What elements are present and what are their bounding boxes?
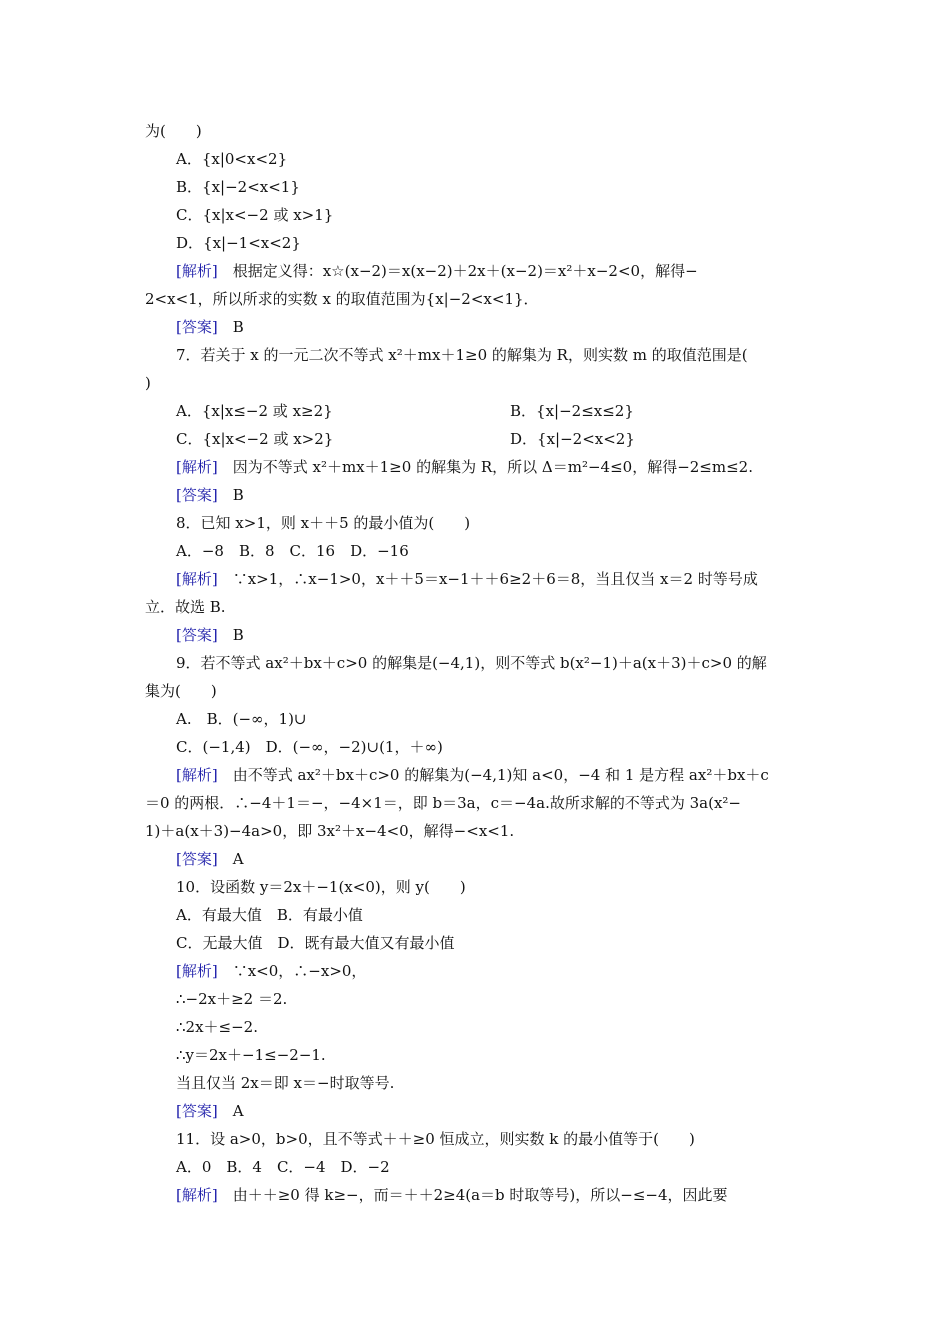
answer-tag: [答案] — [176, 318, 218, 336]
answer-tag: [答案] — [176, 626, 218, 644]
analysis-line — [176, 765, 769, 785]
option-line: B．{x|−2≤x≤2} — [510, 402, 634, 420]
answer-text: B — [217, 318, 244, 336]
option-line: A. B．(−∞，1)∪ — [176, 710, 307, 728]
analysis-text: 由＋＋≥0 得 k≥−，而＝＋＋2≥4(a＝b 时取等号)，所以−≤−4，因此要 — [217, 1186, 728, 1204]
analysis-line — [176, 569, 758, 589]
answer-tag: [答案] — [176, 850, 218, 868]
analysis-tag: [解析] — [176, 962, 218, 980]
option-line: A．{x|x≤−2 或 x≥2} — [176, 402, 333, 420]
text-line: 当且仅当 2x＝即 x＝−时取等号. — [176, 1074, 395, 1092]
text-line: 立．故选 B. — [145, 598, 226, 616]
text-line: ) — [145, 374, 151, 392]
analysis-line — [176, 457, 753, 477]
text-line: ∴−2x＋≥2 ＝2. — [176, 990, 288, 1008]
question-line: 11．设 a>0，b>0，且不等式＋＋≥0 恒成立，则实数 k 的最小值等于( ) — [176, 1130, 695, 1148]
text-line: ＝0 的两根．∴−4＋1＝−，−4×1＝，即 b＝3a，c＝−4a.故所求解的不等式为 3a(x²− — [145, 794, 741, 812]
answer-text: A — [217, 1102, 244, 1120]
question-line: 10．设函数 y＝2x＋−1(x<0)，则 y( ) — [176, 878, 466, 896]
option-line: C．无最大值 D．既有最大值又有最小值 — [176, 934, 455, 952]
analysis-text: ∵x>1，∴x−1>0，x＋＋5＝x−1＋＋6≥2＋6＝8，当且仅当 x＝2 时等号成 — [217, 570, 758, 588]
option-line: A．有最大值 B．有最小值 — [176, 906, 363, 924]
option-line: C．{x|x<−2 或 x>1} — [176, 206, 334, 224]
answer-text: B — [217, 486, 244, 504]
analysis-tag: [解析] — [176, 1186, 218, 1204]
option-line: C．{x|x<−2 或 x>2} — [176, 430, 334, 448]
analysis-tag: [解析] — [176, 262, 218, 280]
question-line: 7．若关于 x 的一元二次不等式 x²＋mx＋1≥0 的解集为 R，则实数 m 的取值范围是( — [176, 346, 748, 364]
analysis-tag: [解析] — [176, 458, 218, 476]
option-line: A．−8 B．8 C．16 D．−16 — [176, 542, 409, 560]
option-line: A．{x|0<x<2} — [176, 150, 288, 168]
option-line: D．{x|−1<x<2} — [176, 234, 301, 252]
text-line: 1)＋a(x＋3)−4a>0，即 3x²＋x−4<0，解得−<x<1. — [145, 822, 515, 840]
answer-line — [176, 625, 244, 645]
answer-tag: [答案] — [176, 486, 218, 504]
text-line: 集为( ) — [145, 682, 217, 700]
analysis-line — [176, 261, 698, 281]
analysis-tag: [解析] — [176, 766, 218, 784]
analysis-text: 由不等式 ax²＋bx＋c>0 的解集为(−4,1)知 a<0，−4 和 1 是方程 ax²＋bx＋c — [217, 766, 769, 784]
text-line: 2<x<1，所以所求的实数 x 的取值范围为{x|−2<x<1}． — [145, 290, 539, 308]
option-line: A．0 B．4 C．−4 D．−2 — [176, 1158, 390, 1176]
answer-line — [176, 317, 244, 337]
analysis-text: ∵x<0，∴−x>0， — [217, 962, 367, 980]
option-line: C．(−1,4) D．(−∞，−2)∪(1，＋∞) — [176, 738, 443, 756]
answer-line — [176, 485, 244, 505]
answer-text: B — [217, 626, 244, 644]
answer-text: A — [217, 850, 244, 868]
text-line: 为( ) — [145, 122, 202, 140]
analysis-line — [176, 961, 366, 981]
analysis-text: 根据定义得：x☆(x−2)＝x(x−2)＋2x＋(x−2)＝x²＋x−2<0，解得− — [217, 262, 698, 280]
answer-tag: [答案] — [176, 1102, 218, 1120]
option-line: D．{x|−2<x<2} — [510, 430, 635, 448]
analysis-tag: [解析] — [176, 570, 218, 588]
text-line: ∴y＝2x＋−1≤−2−1. — [176, 1046, 326, 1064]
analysis-text: 因为不等式 x²＋mx＋1≥0 的解集为 R，所以 Δ＝m²−4≤0，解得−2≤m≤2. — [217, 458, 753, 476]
answer-line — [176, 849, 244, 869]
answer-line — [176, 1101, 244, 1121]
question-line: 8．已知 x>1，则 x＋＋5 的最小值为( ) — [176, 514, 471, 532]
text-line: ∴2x＋≤−2. — [176, 1018, 258, 1036]
question-line: 9．若不等式 ax²＋bx＋c>0 的解集是(−4,1)，则不等式 b(x²−1)＋a(x＋3)＋c>0 的解 — [176, 654, 767, 672]
option-line: B．{x|−2<x<1} — [176, 178, 300, 196]
analysis-line — [176, 1185, 728, 1205]
